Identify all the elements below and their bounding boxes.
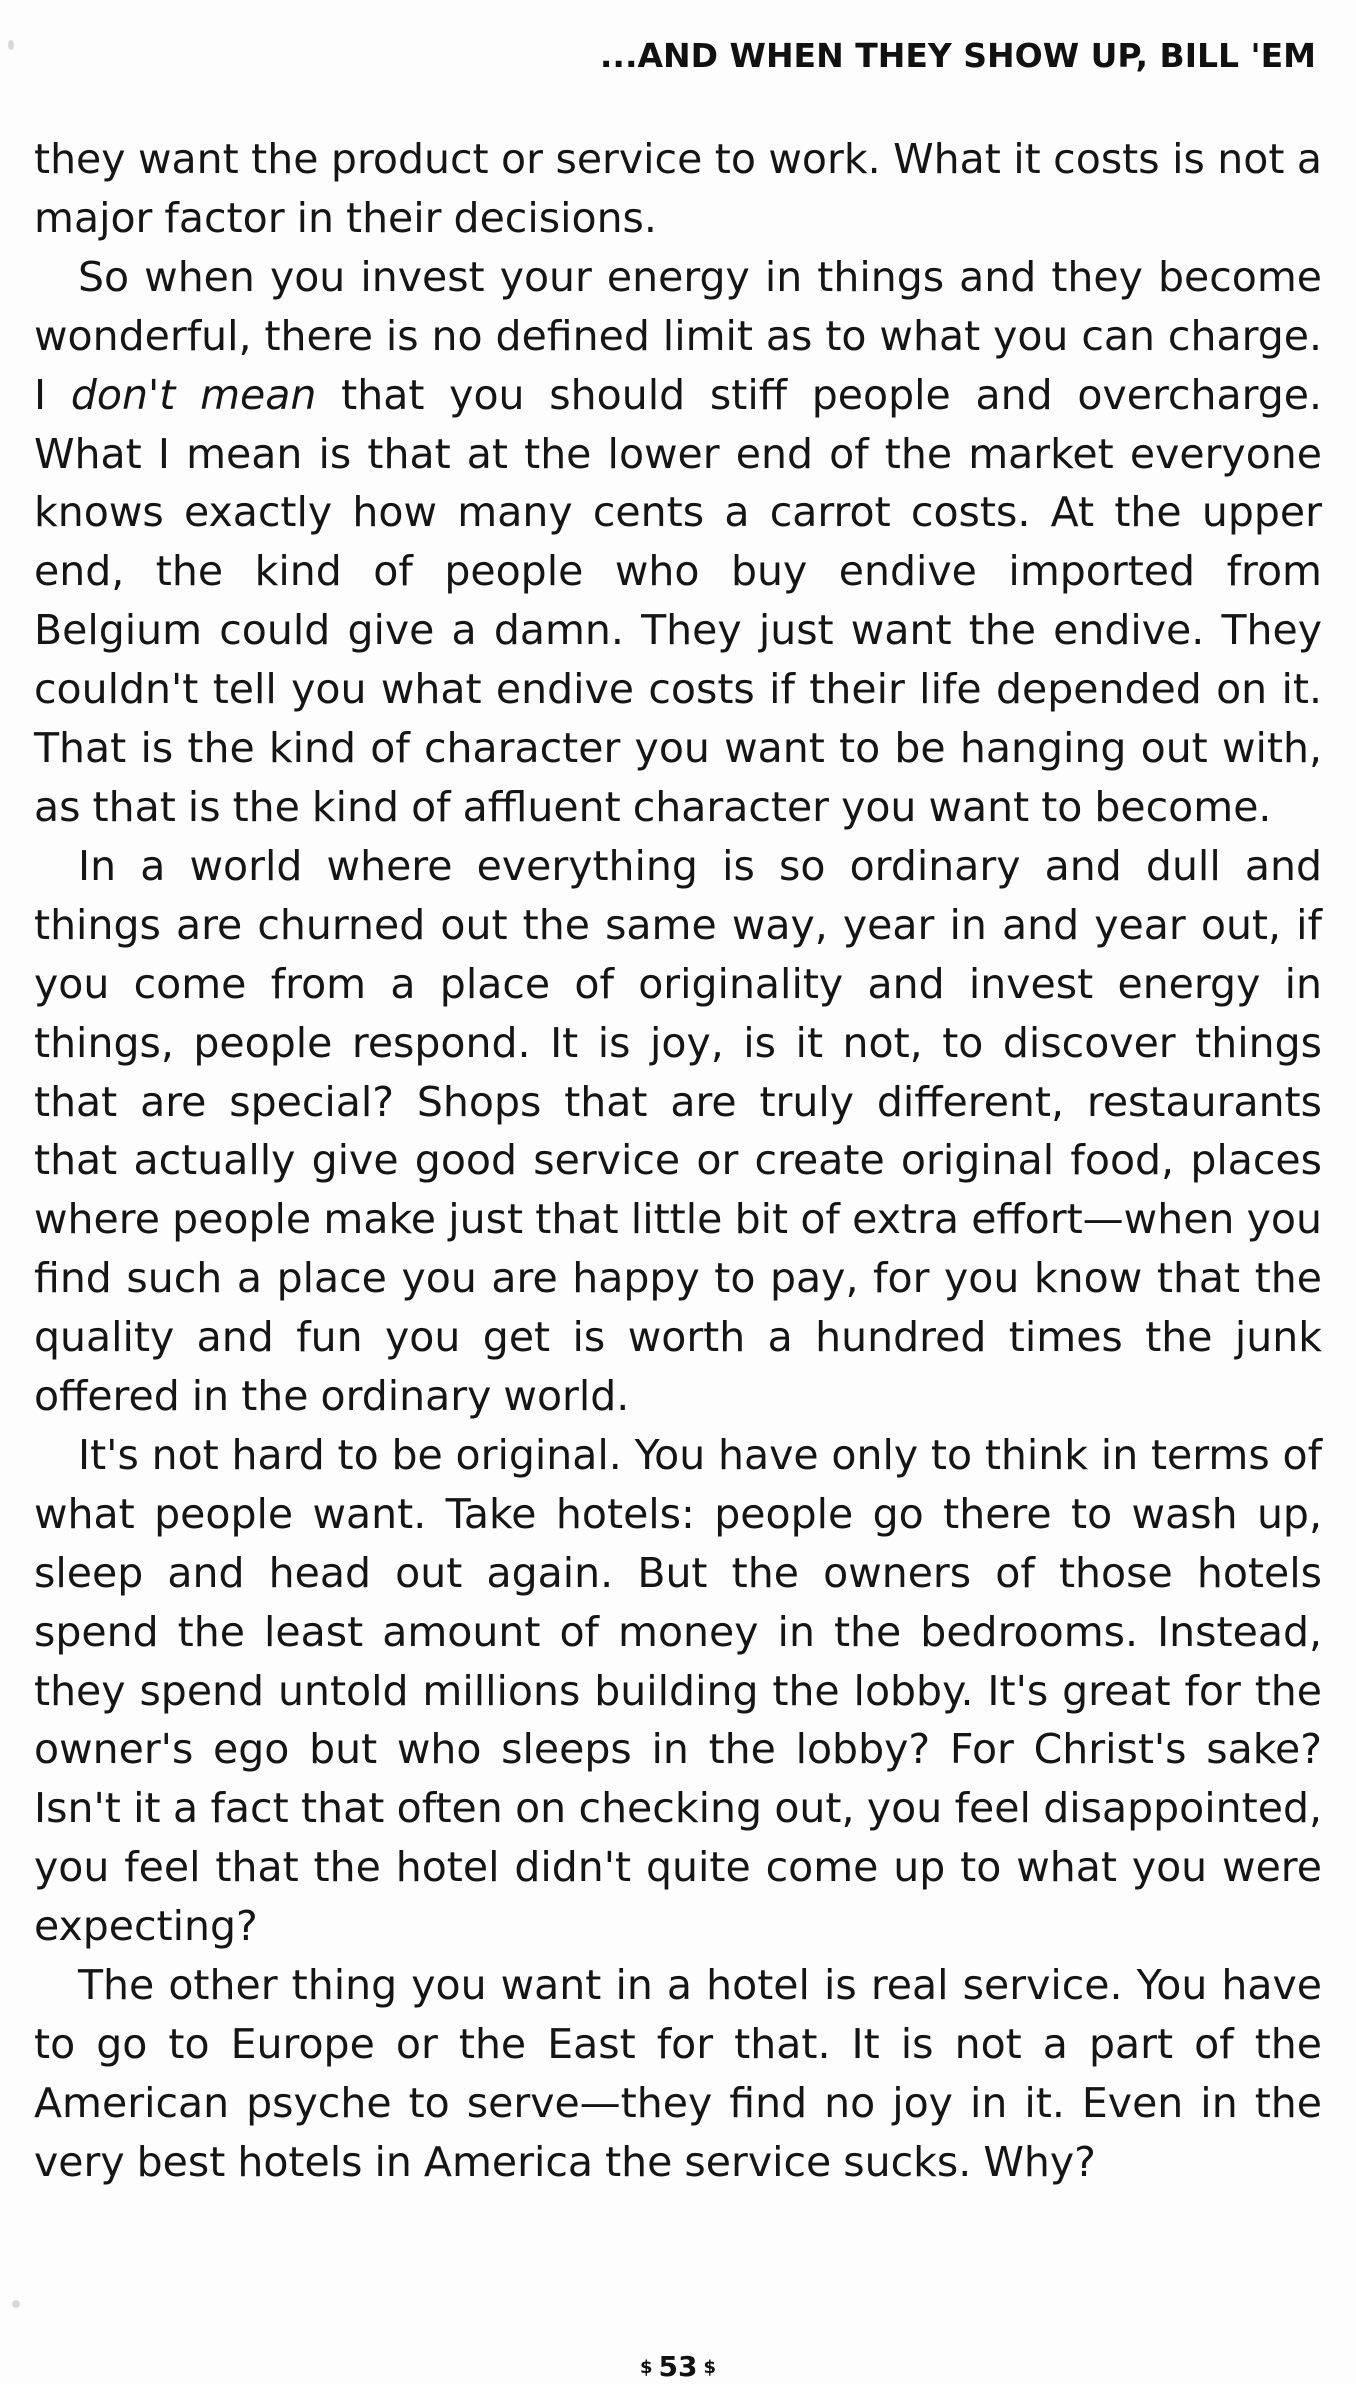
page-footer (0, 2350, 1356, 2383)
running-head: ...AND WHEN THEY SHOW UP, BILL 'EM (599, 36, 1316, 75)
dollar-ornament-left: $ (639, 2357, 653, 2378)
scan-speck (12, 2300, 20, 2308)
scan-speck (8, 40, 14, 50)
page-number: 53 (658, 2350, 698, 2383)
paragraph-3: In a world where everything is so ordinary and dull and things are churned out the same way, year in and year out, if you come from a place of originality and invest energy in things, people respond. It is joy, is it not, to discover things that are special? Shops that are truly different, restaurants that actually give good service or create original food, places where people make just that little bit of extra effort—when you find such a place you are happy to pay, for you know that the quality and fun you get is worth a hundred times the junk offered in the ordinary world. (34, 841, 1322, 1421)
paragraph-2-part-a: So when you invest your energy in things and they become wonderful, there is no defined limit as to what you can charge. I (34, 252, 1322, 419)
paragraph-4: It's not hard to be original. You have only to think in terms of what people want. Take hotels: people go there to wash up, sleep and head out again. But the owners of those hotels spend the least amount of money in the bedrooms. Instead, they spend untold millions building the lobby. It's great for the owner's ego but who sleeps in the lobby? For Christ's sake? Isn't it a fact that often on checking out, you feel disappointed, you feel that the hotel didn't quite come up to what you were expecting? (34, 1430, 1322, 1951)
paragraph-2-part-b: that you should stiff people and overcharge. What I mean is that at the lower end of the market everyone knows exactly how many cents a carrot costs. At the upper end, the kind of people who buy endive imported from Belgium could give a damn. They just want the endive. They couldn't tell you what endive costs if their life depended on it. That is the kind of character you want to be hanging out with, as that is the kind of affluent character you want to become. (34, 370, 1323, 831)
dollar-ornament-right: $ (703, 2357, 717, 2378)
paragraph-2 (34, 248, 1322, 837)
paragraph-2-emphasis: don't mean (70, 370, 317, 419)
body-text (34, 130, 1322, 2192)
paragraph-1: they want the product or service to work. What it costs is not a major factor in their decisions. (34, 135, 1322, 242)
paragraph-5: The other thing you want in a hotel is real service. You have to go to Europe or the East for that. It is not a part of the American psyche to serve—they find no joy in it. Even in the very best hotels in America the service sucks. Why? (34, 1961, 1322, 2186)
